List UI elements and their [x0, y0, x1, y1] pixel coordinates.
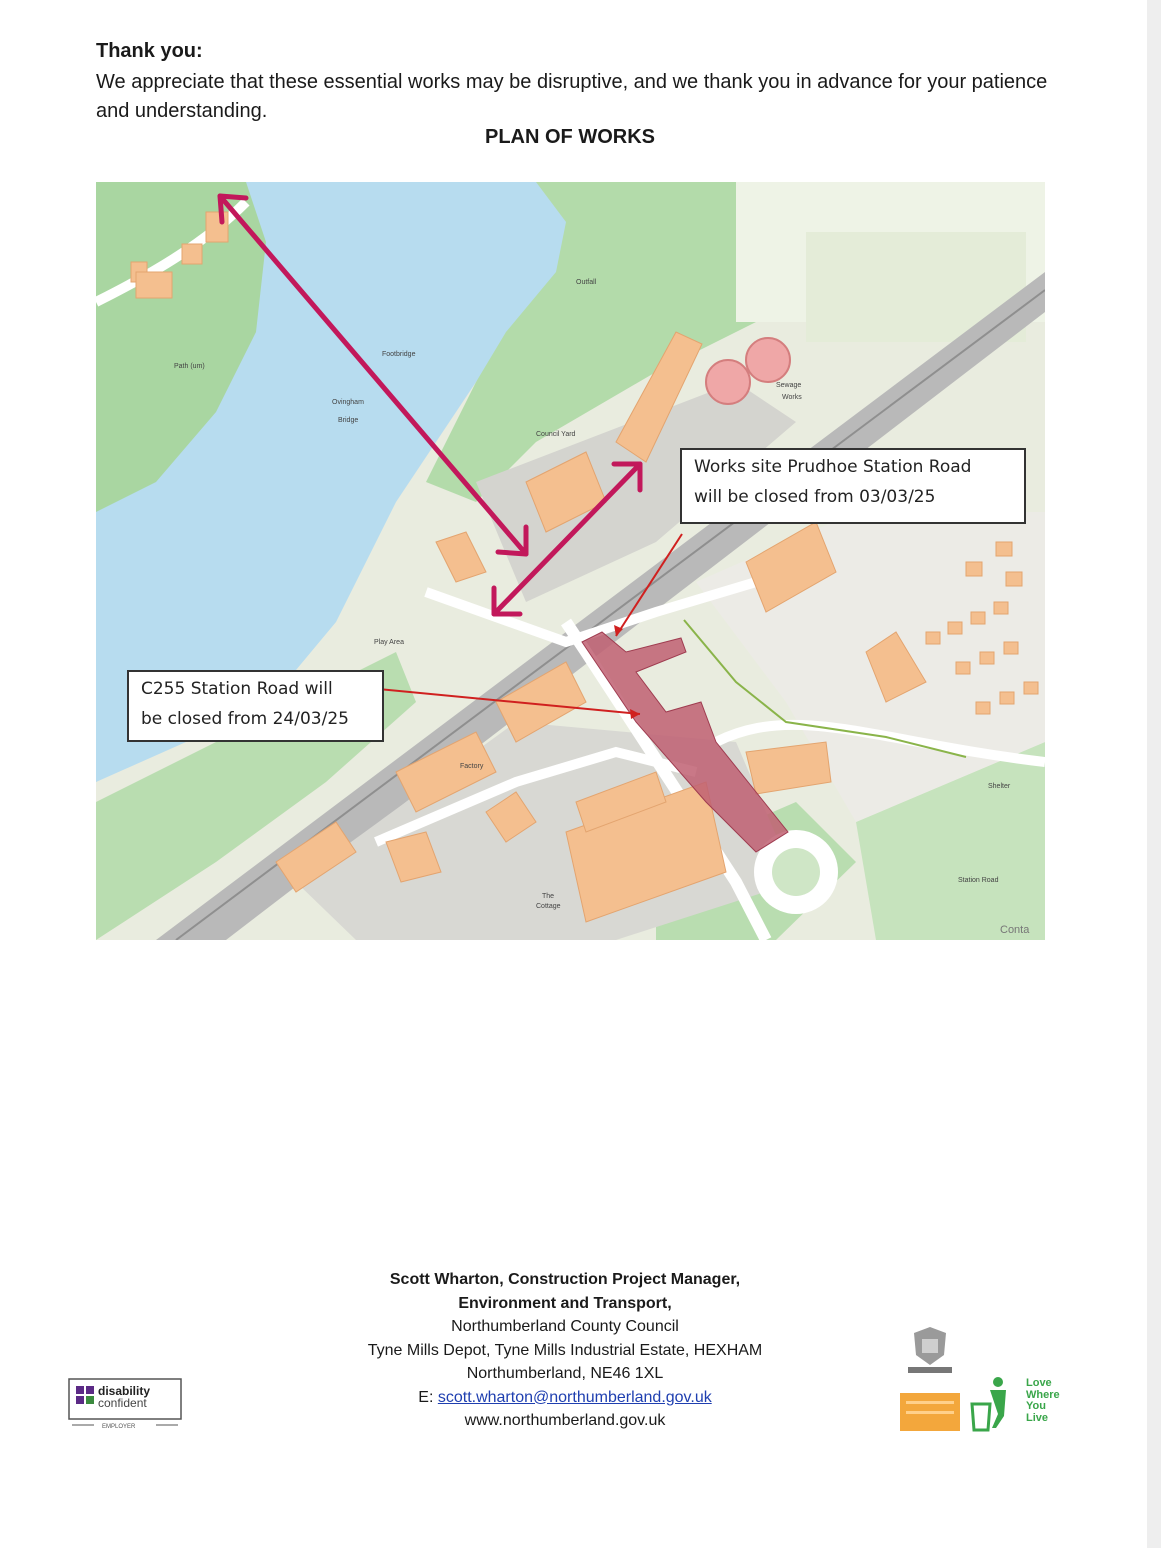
footer-address-1: Tyne Mills Depot, Tyne Mills Industrial Estate, HEXHAM — [367, 1341, 763, 1359]
footer-name: Scott Wharton, Construction Project Manager, — [389, 1271, 741, 1288]
label-factory: Factory — [460, 763, 484, 770]
disability-text-2: confident — [98, 1396, 147, 1410]
footer-address-2: Northumberland, NE46 1XL — [466, 1365, 664, 1382]
callout-works-line2: will be closed from 03/03/25 — [694, 487, 936, 507]
lwyl-word-2: Where — [1026, 1388, 1060, 1401]
callout-c255-line2: be closed from 24/03/25 — [141, 709, 349, 729]
disability-text-3: EMPLOYER — [102, 1424, 136, 1430]
lwyl-word-1: Love — [1026, 1377, 1052, 1389]
footer-email-line — [300, 1386, 830, 1410]
label-shelter: Shelter — [988, 783, 1011, 790]
plan-title: PLAN OF WORKS — [485, 126, 655, 148]
roundabout-centre — [772, 848, 820, 896]
footer-contact — [300, 1268, 830, 1433]
lwyl-text — [1026, 1378, 1060, 1424]
disability-text-1: disability — [98, 1384, 151, 1398]
label-path: Path (um) — [174, 363, 205, 370]
label-council-yard: Council Yard — [536, 431, 576, 438]
callout-c255-closure — [127, 670, 384, 742]
label-sewage-2: Works — [782, 394, 802, 401]
sewage-tank-2 — [746, 338, 790, 382]
thanks-body: We appreciate that these essential works may be disruptive, and we thank you in advance for your patience and understanding. — [96, 71, 1048, 122]
lwyl-word-4: Live — [1026, 1411, 1049, 1424]
map-credit: Conta — [1000, 924, 1030, 936]
thanks-heading: Thank you: — [96, 40, 203, 62]
armed-forces-covenant-logo — [900, 1325, 960, 1433]
callout-c255-line1: C255 Station Road will — [141, 679, 333, 699]
label-footbridge: Footbridge — [382, 351, 416, 358]
callout-works-site — [680, 448, 1026, 524]
label-ovingham-2: Bridge — [338, 417, 359, 424]
callout-works-line1: Works site Prudhoe Station Road — [694, 457, 972, 477]
footer-email-prefix: E: — [418, 1388, 438, 1406]
label-cottage-2: Cottage — [536, 903, 561, 910]
lwyl-word-3: You — [1026, 1400, 1046, 1412]
label-outfall: Outfall — [576, 279, 597, 286]
label-ovingham-1: Ovingham — [332, 399, 364, 406]
footer-dept: Environment and Transport, — [458, 1294, 672, 1312]
label-cottage-1: The — [542, 893, 555, 900]
page-edge — [1147, 0, 1161, 1548]
footer-org: Northumberland County Council — [451, 1318, 679, 1335]
label-sewage-1: Sewage — [776, 382, 802, 389]
sewage-tank-1 — [706, 360, 750, 404]
footer-email-link[interactable]: scott.wharton@northumberland.gov.uk — [437, 1388, 712, 1406]
label-station-road: Station Road — [958, 877, 999, 884]
label-play-area: Play Area — [374, 639, 404, 646]
disability-confident-logo — [68, 1378, 182, 1430]
plan-map — [96, 182, 1045, 940]
footer-website: www.northumberland.gov.uk — [464, 1412, 666, 1429]
